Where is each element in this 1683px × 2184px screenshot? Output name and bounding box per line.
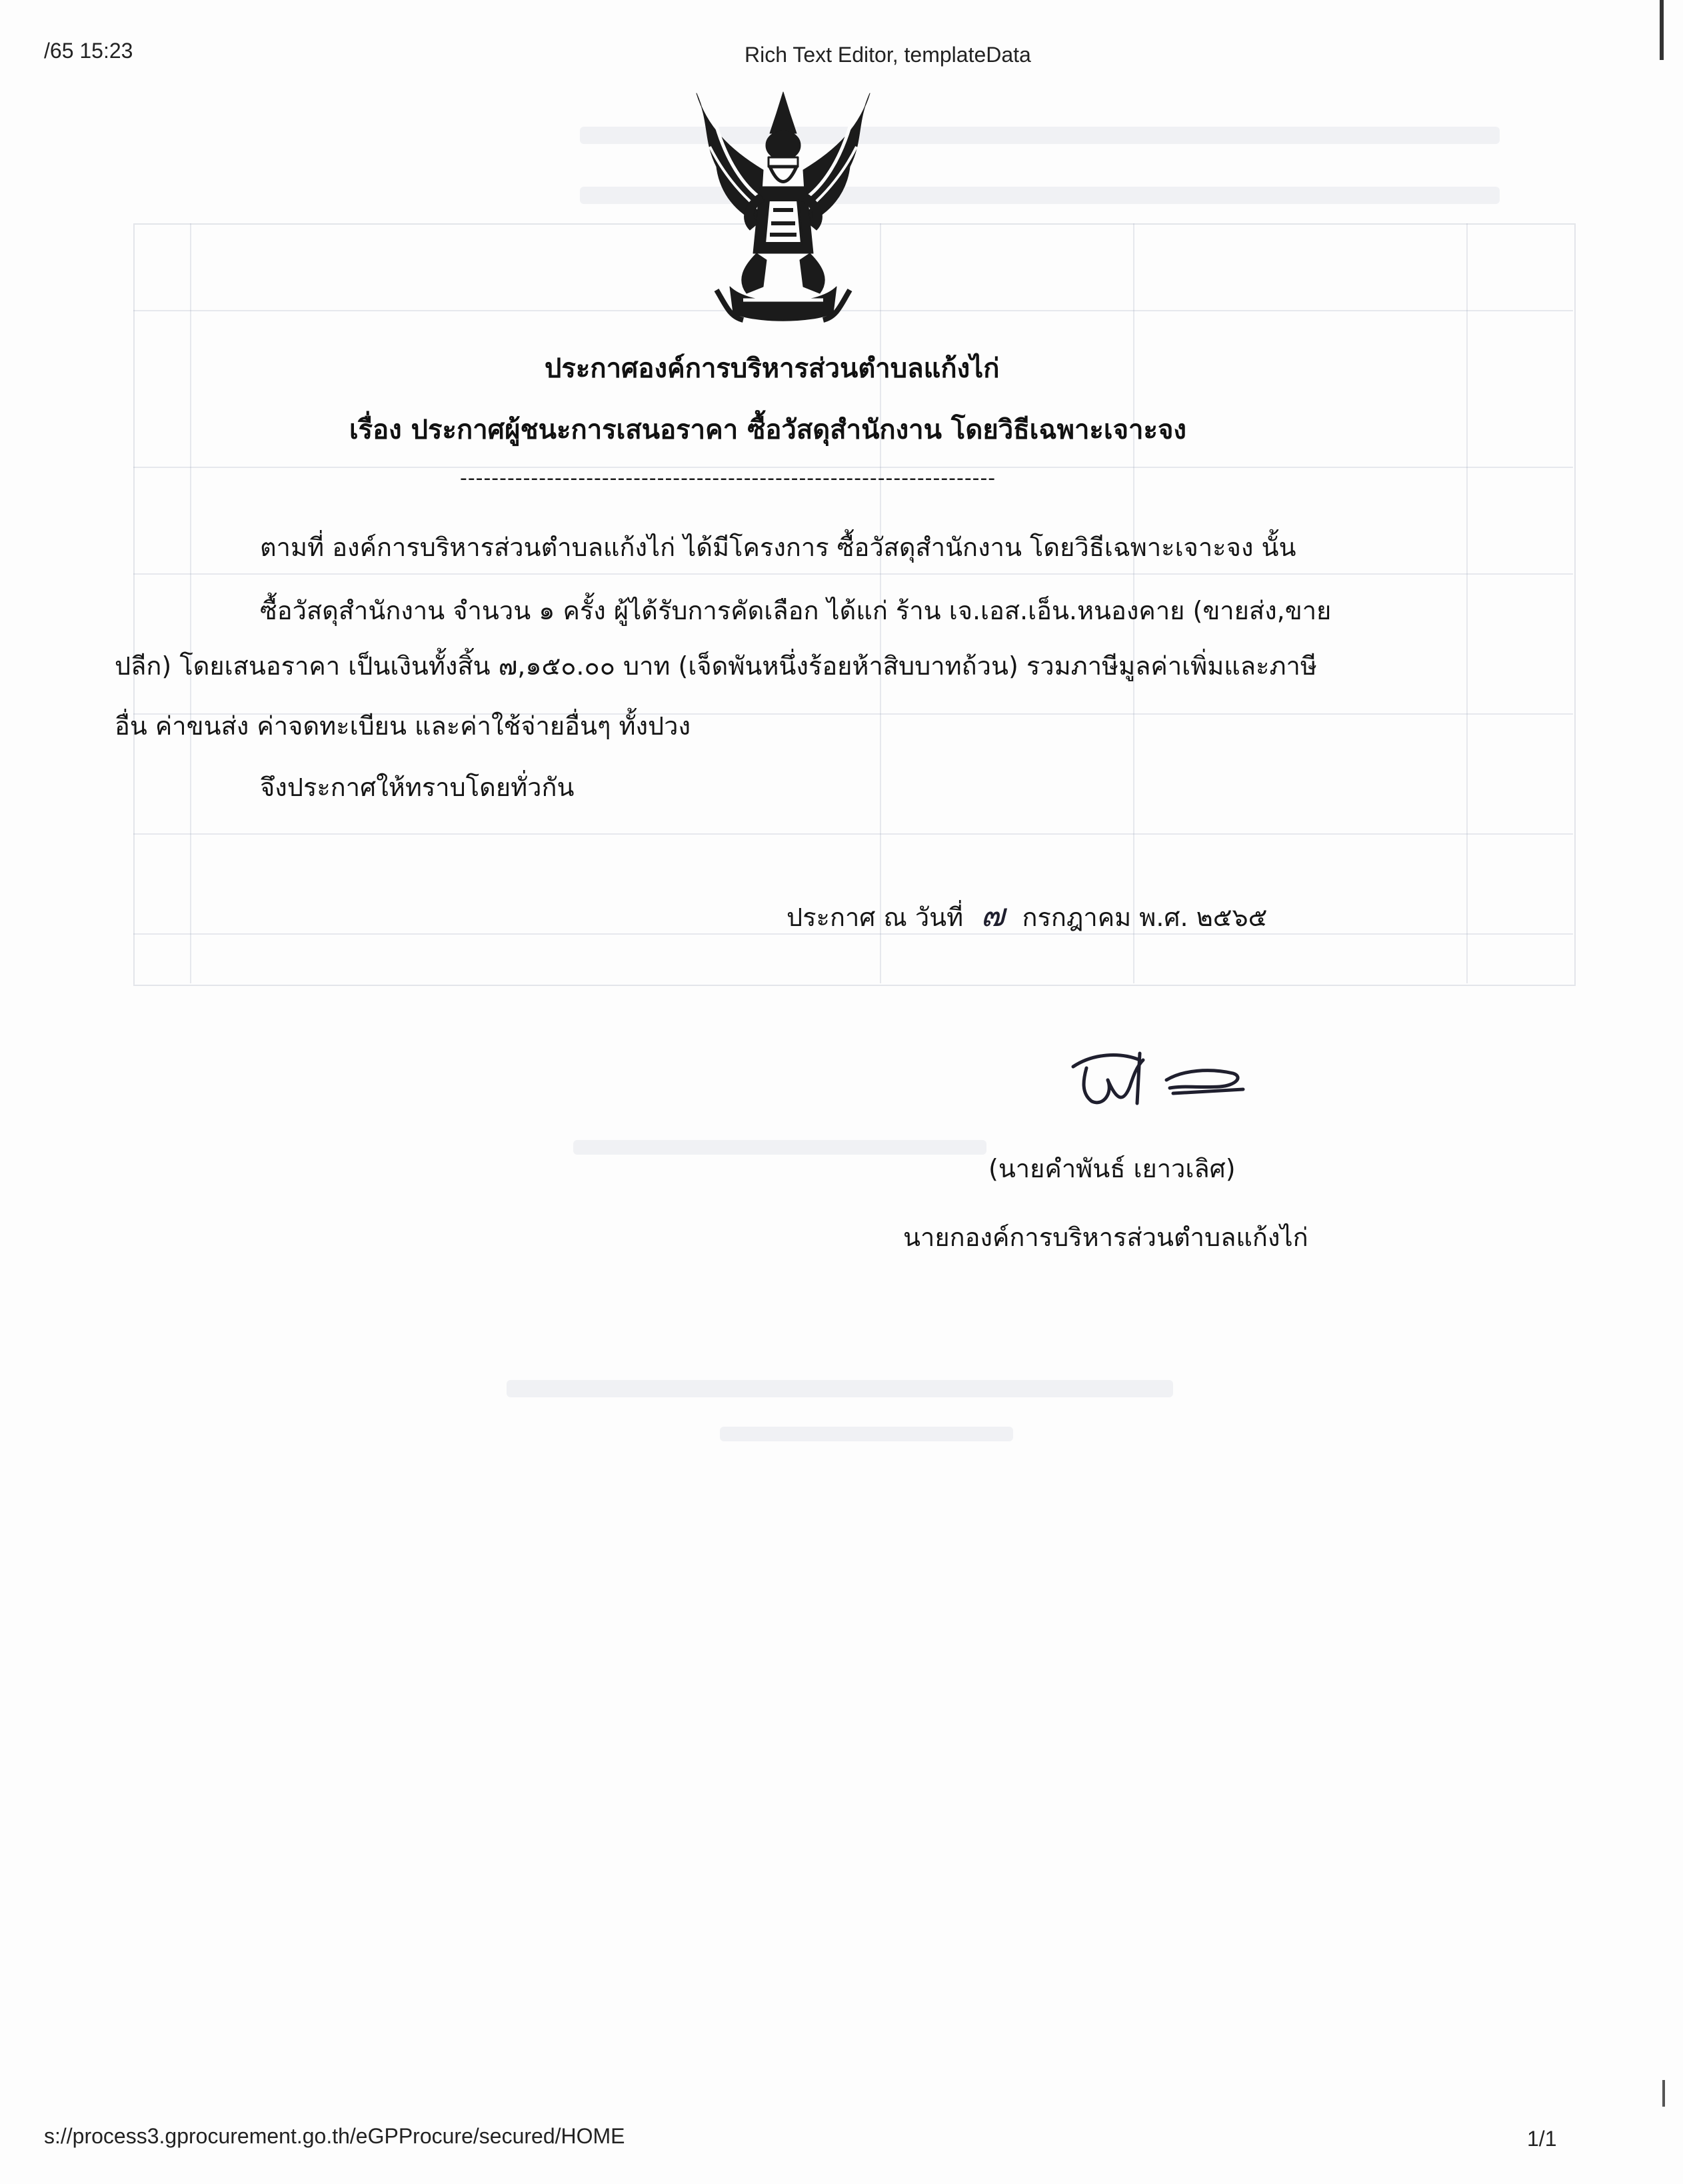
date-day-handwritten: ๗ <box>980 897 1005 934</box>
print-url: s://process3.gprocurement.go.th/eGPProcure/secured/HOME <box>44 2124 625 2148</box>
announcement-subject: เรื่อง ประกาศผู้ชนะการเสนอราคา ซื้อวัสดุสำนักงาน โดยวิธีเฉพาะเจาะจง <box>349 415 1186 445</box>
ghost-text <box>507 1380 1173 1397</box>
announcement-date <box>787 890 1267 941</box>
paragraph-1: ตามที่ องค์การบริหารส่วนตำบลแก้งไก่ ได้มีโครงการ ซื้อวัสดุสำนักงาน โดยวิธีเฉพาะเจาะจง นั้น <box>260 533 1296 562</box>
ghost-rule <box>1466 223 1468 983</box>
print-page-title: Rich Text Editor, templateData <box>745 43 1031 67</box>
scan-edge-mark <box>1662 2080 1665 2107</box>
announcement-title: ประกาศองค์การบริหารส่วนตำบลแก้งไก่ <box>545 353 1000 384</box>
paragraph-3: จึงประกาศให้ทราบโดยทั่วกัน <box>260 773 575 802</box>
paragraph-2-line-2: ปลีก) โดยเสนอราคา เป็นเงินทั้งสิ้น ๗,๑๕๐.๐๐ บาท (เจ็ดพันหนึ่งร้อยห้าสิบบาทถ้วน) รวมภาษีมูลค่าเพิ่มและภาษี <box>115 651 1317 681</box>
scan-edge-mark <box>1660 0 1664 60</box>
print-page-count: 1/1 <box>1527 2127 1557 2151</box>
paragraph-2-line-3: อื่น ค่าขนส่ง ค่าจดทะเบียน และค่าใช้จ่ายอื่นๆ ทั้งปวง <box>115 711 691 741</box>
paragraph-2-line-1: ซื้อวัสดุสำนักงาน จำนวน ๑ ครั้ง ผู้ได้รับการคัดเลือก ได้แก่ ร้าน เจ.เอส.เอ็น.หนองคาย (ขายส่ง,ขาย <box>260 596 1332 625</box>
title-divider: -------------------------------------------------------------------- <box>460 467 996 490</box>
print-datetime: /65 15:23 <box>44 39 133 63</box>
ghost-rule <box>133 833 1573 835</box>
signer-position: นายกองค์การบริหารส่วนตำบลแก้งไก่ <box>903 1223 1308 1252</box>
date-month-year: กรกฎาคม พ.ศ. ๒๕๖๕ <box>1022 903 1268 932</box>
date-prefix: ประกาศ ณ วันที่ <box>787 903 964 932</box>
ghost-text <box>720 1427 1013 1441</box>
signer-name: (นายคำพันธ์ เยาวเลิศ) <box>988 1154 1236 1183</box>
signature-mark <box>1066 1040 1253 1120</box>
ghost-rule <box>190 223 191 983</box>
ghost-text <box>573 1140 986 1155</box>
garuda-emblem-icon <box>690 87 876 327</box>
ghost-rule <box>133 573 1573 575</box>
